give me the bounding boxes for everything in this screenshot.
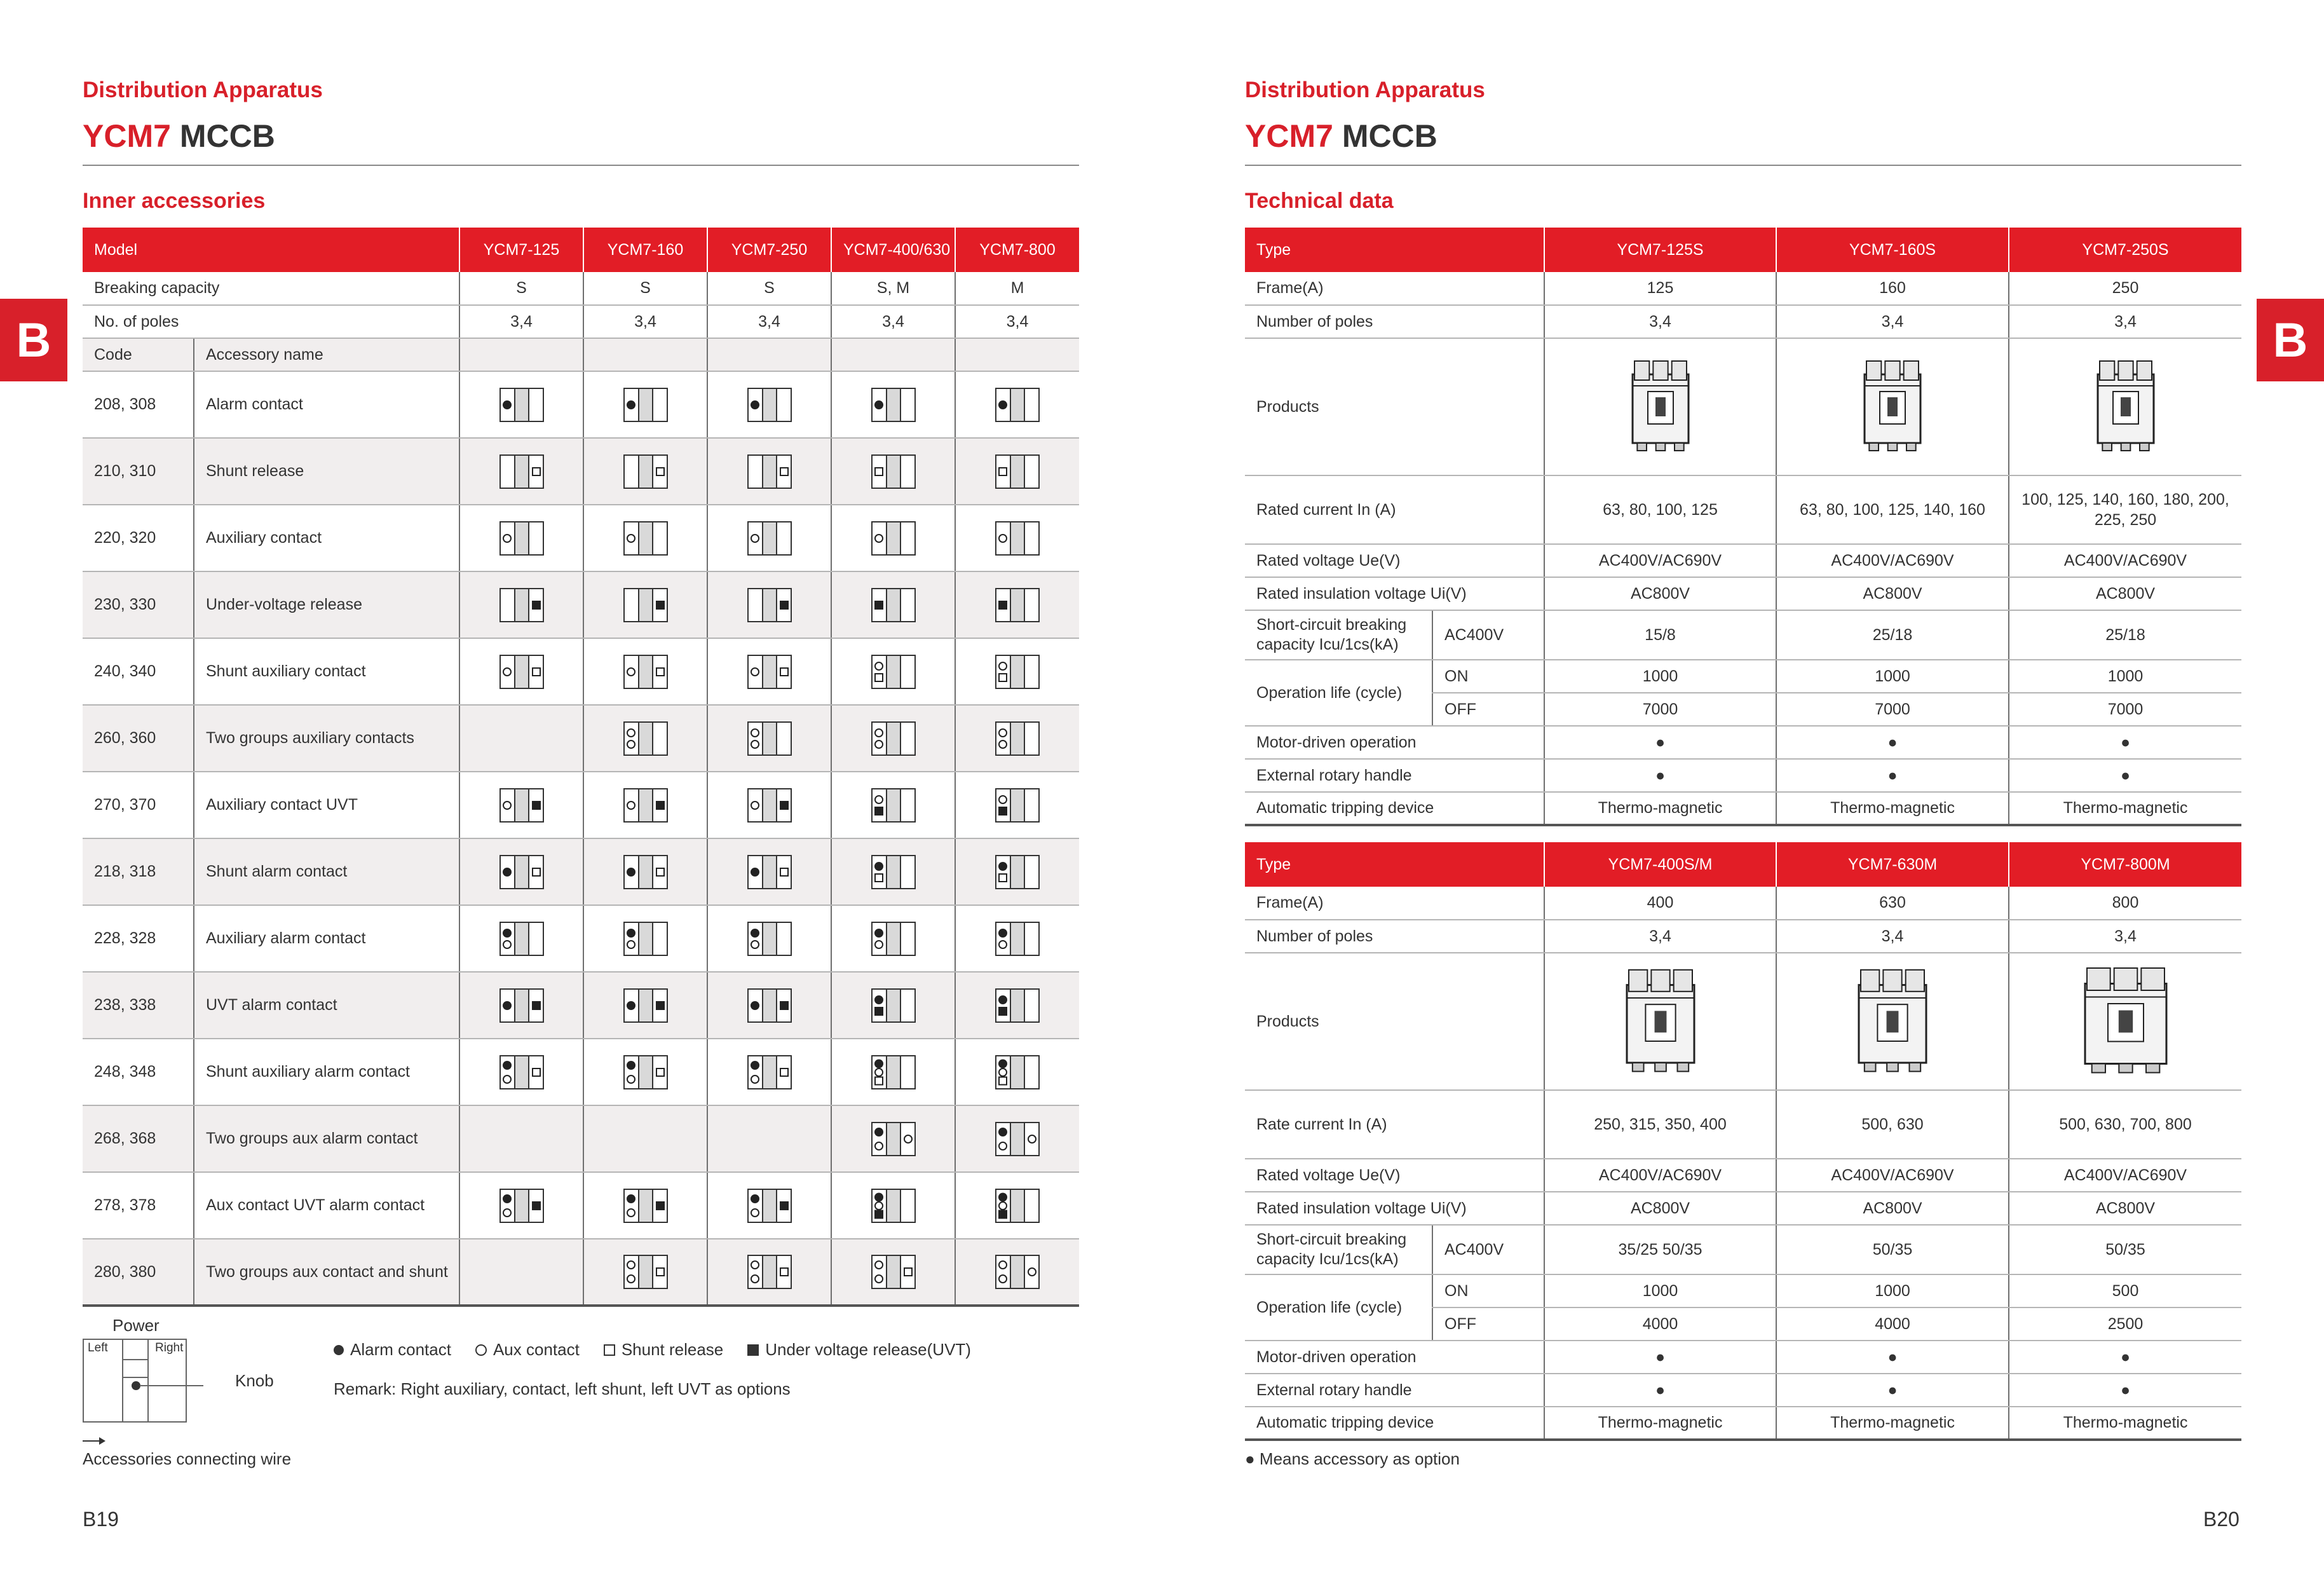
t1-motor-label: Motor-driven operation (1245, 726, 1544, 759)
accessory-symbol (707, 972, 831, 1039)
accessory-symbol (707, 905, 831, 972)
t1-on: 1000 (2009, 660, 2241, 693)
accessory-row (83, 705, 1079, 772)
legend-remark: Remark: Right auxiliary, contact, left shunt, left UVT as options (334, 1379, 791, 1398)
t1-poles: 3,4 (1544, 305, 1776, 338)
accessory-symbol (459, 638, 583, 705)
product-image-250s (2009, 338, 2241, 475)
t1-off: 7000 (2009, 693, 2241, 726)
acc-breaking-value: M (955, 272, 1079, 305)
accessory-symbol (707, 571, 831, 638)
t1-frame: 250 (2009, 272, 2241, 305)
acc-model-125: YCM7-125 (459, 228, 583, 272)
accessory-row (83, 505, 1079, 571)
t2-off-label: OFF (1432, 1307, 1544, 1341)
knob-icon (132, 1381, 140, 1390)
accessory-symbol (831, 838, 955, 905)
arrow-head-icon (99, 1437, 105, 1445)
acc-model-160: YCM7-160 (583, 228, 707, 272)
accessory-symbol (831, 505, 955, 571)
accessory-symbol (955, 905, 1079, 972)
accessory-code: 238, 338 (83, 972, 194, 1039)
accessory-row (83, 1105, 1079, 1172)
accessory-row (83, 972, 1079, 1039)
product-image-800m (2009, 953, 2241, 1090)
accessory-row (83, 772, 1079, 838)
t1-current: 100, 125, 140, 160, 180, 200, 225, 250 (2009, 475, 2241, 544)
t2-motor: ● (2009, 1341, 2241, 1374)
t1-insulation: AC800V (1544, 577, 1776, 610)
accessory-symbol (459, 571, 583, 638)
accessory-symbol (459, 1039, 583, 1105)
accessory-name: Under-voltage release (194, 571, 459, 638)
t2-on: 1000 (1544, 1274, 1776, 1307)
accessory-row (83, 1239, 1079, 1306)
accessory-symbol (583, 838, 707, 905)
t2-current: 500, 630, 700, 800 (2009, 1090, 2241, 1159)
t2-off: 2500 (2009, 1307, 2241, 1341)
right-title-model: YCM7 (1245, 118, 1333, 154)
t2-sc-label: Short-circuit breaking capacity Icu/1cs(kA) (1245, 1225, 1432, 1274)
accessory-symbol (583, 371, 707, 438)
accessory-symbol (831, 772, 955, 838)
accessory-symbol (955, 438, 1079, 505)
accessory-row (83, 371, 1079, 438)
accessory-symbol (831, 1039, 955, 1105)
t2-frame: 400 (1544, 887, 1776, 920)
t2-insulation: AC800V (1544, 1192, 1776, 1225)
t1-sc-sub: AC400V (1432, 610, 1544, 660)
acc-poles-label: No. of poles (83, 305, 459, 338)
accessory-code: 218, 318 (83, 838, 194, 905)
accessory-row (83, 638, 1079, 705)
accessory-name: Shunt release (194, 438, 459, 505)
accessory-symbol (583, 1105, 707, 1172)
accessory-symbol (583, 505, 707, 571)
t2-trip: Thermo-magnetic (2009, 1407, 2241, 1440)
t1-rotary: ● (1544, 759, 1776, 792)
accessory-symbol (955, 1239, 1079, 1306)
t2-sc-sub: AC400V (1432, 1225, 1544, 1274)
right-category: Distribution Apparatus (1245, 78, 1485, 102)
t1-sc: 25/18 (2009, 610, 2241, 660)
t1-voltage: AC400V/AC690V (2009, 544, 2241, 577)
t2-rotary: ● (1776, 1374, 2009, 1407)
accessory-symbol (459, 838, 583, 905)
accessory-name: Shunt auxiliary contact (194, 638, 459, 705)
acc-name-label: Accessory name (194, 338, 459, 371)
left-page-number: B19 (83, 1508, 119, 1531)
accessory-symbol (707, 1039, 831, 1105)
accessory-symbol (459, 371, 583, 438)
accessory-symbol (831, 371, 955, 438)
legend-aux: Aux contact (493, 1340, 580, 1359)
accessory-symbol (583, 905, 707, 972)
accessory-symbol (707, 638, 831, 705)
t2-frame: 800 (2009, 887, 2241, 920)
accessory-symbol (831, 705, 955, 772)
t2-insulation-label: Rated insulation voltage Ui(V) (1245, 1192, 1544, 1225)
left-title-model: YCM7 (83, 118, 171, 154)
accessory-symbol (583, 1239, 707, 1306)
t2-motor-label: Motor-driven operation (1245, 1341, 1544, 1374)
accessory-symbol (583, 438, 707, 505)
t2-type: YCM7-800M (2009, 842, 2241, 887)
t1-rotary: ● (1776, 759, 2009, 792)
accessory-code: 280, 380 (83, 1239, 194, 1306)
t2-insulation: AC800V (1776, 1192, 2009, 1225)
accessory-name: Auxiliary alarm contact (194, 905, 459, 972)
accessory-symbol (955, 638, 1079, 705)
t2-insulation: AC800V (2009, 1192, 2241, 1225)
t2-sc: 35/25 50/35 (1544, 1225, 1776, 1274)
acc-model-800: YCM7-800 (955, 228, 1079, 272)
t2-voltage: AC400V/AC690V (1544, 1159, 1776, 1192)
acc-header-row (83, 228, 1079, 272)
tech-table-1 (1245, 228, 2241, 826)
t1-frame: 160 (1776, 272, 2009, 305)
t1-type: YCM7-160S (1776, 228, 2009, 272)
right-section-tab[interactable]: B (2257, 299, 2324, 381)
acc-breaking-value: S (707, 272, 831, 305)
accessory-symbol (955, 371, 1079, 438)
t1-voltage: AC400V/AC690V (1544, 544, 1776, 577)
accessory-name: Two groups aux contact and shunt (194, 1239, 459, 1306)
accessory-symbol (831, 972, 955, 1039)
legend-wire-label: Accessories connecting wire (83, 1449, 292, 1468)
t1-off: 7000 (1776, 693, 2009, 726)
accessories-table (83, 228, 1079, 1307)
t1-on: 1000 (1544, 660, 1776, 693)
accessory-name: Shunt alarm contact (194, 838, 459, 905)
accessory-code: 270, 370 (83, 772, 194, 838)
accessory-symbol (583, 1039, 707, 1105)
accessory-symbol (831, 1239, 955, 1306)
accessory-row (83, 1039, 1079, 1105)
t2-life-label: Operation life (cycle) (1245, 1274, 1432, 1341)
product-image-630m (1776, 953, 2009, 1090)
legend-left-label: Left (88, 1341, 108, 1355)
accessory-symbol (707, 438, 831, 505)
t2-poles: 3,4 (1544, 920, 1776, 953)
t2-current: 250, 315, 350, 400 (1544, 1090, 1776, 1159)
t2-on: 500 (2009, 1274, 2241, 1307)
accessory-symbol (459, 505, 583, 571)
legend-alarm: Alarm contact (350, 1340, 451, 1359)
t1-off-label: OFF (1432, 693, 1544, 726)
t1-poles-label: Number of poles (1245, 305, 1544, 338)
t2-rotary-label: External rotary handle (1245, 1374, 1544, 1407)
right-page-number: B20 (2203, 1508, 2239, 1531)
left-title (83, 118, 275, 154)
t2-current: 500, 630 (1776, 1090, 2009, 1159)
legend-shunt: Shunt release (621, 1340, 724, 1359)
t2-type-label: Type (1245, 842, 1544, 887)
t2-frame: 630 (1776, 887, 2009, 920)
t1-trip: Thermo-magnetic (1544, 792, 1776, 825)
accessory-symbol (459, 972, 583, 1039)
t2-on: 1000 (1776, 1274, 2009, 1307)
accessory-symbol (955, 1039, 1079, 1105)
t1-motor: ● (1776, 726, 2009, 759)
right-section-title: Technical data (1245, 189, 1394, 213)
accessory-code: 240, 340 (83, 638, 194, 705)
accessory-symbol (955, 838, 1079, 905)
t1-life-label: Operation life (cycle) (1245, 660, 1432, 726)
acc-poles-value: 3,4 (583, 305, 707, 338)
t2-frame-label: Frame(A) (1245, 887, 1544, 920)
accessory-code: 260, 360 (83, 705, 194, 772)
uvt-icon (747, 1344, 759, 1356)
accessory-symbol (583, 571, 707, 638)
t1-sc-label: Short-circuit breaking capacity Icu/1cs(kA) (1245, 610, 1432, 660)
accessory-name: Alarm contact (194, 371, 459, 438)
left-header-rule (83, 165, 1079, 166)
legend-knob-label: Knob (235, 1371, 274, 1390)
t2-type: YCM7-630M (1776, 842, 2009, 887)
t1-poles: 3,4 (2009, 305, 2241, 338)
t1-sc: 15/8 (1544, 610, 1776, 660)
accessory-code: 220, 320 (83, 505, 194, 571)
accessory-symbol (583, 772, 707, 838)
t1-current-label: Rated current In (A) (1245, 475, 1544, 544)
t1-poles: 3,4 (1776, 305, 2009, 338)
product-image-125s (1544, 338, 1776, 475)
t1-motor: ● (1544, 726, 1776, 759)
t2-products-label: Products (1245, 953, 1544, 1090)
right-header-rule (1245, 165, 2241, 166)
accessory-symbol (583, 1172, 707, 1239)
t1-on-label: ON (1432, 660, 1544, 693)
acc-breaking-value: S (583, 272, 707, 305)
accessory-code: 210, 310 (83, 438, 194, 505)
t2-type: YCM7-400S/M (1544, 842, 1776, 887)
accessory-row (83, 838, 1079, 905)
left-section-tab[interactable]: B (0, 299, 67, 381)
left-title-type: MCCB (179, 118, 275, 154)
accessory-symbol (831, 1105, 955, 1172)
t2-on-label: ON (1432, 1274, 1544, 1307)
accessory-symbol (459, 1172, 583, 1239)
accessory-symbol (459, 905, 583, 972)
accessory-symbol (707, 371, 831, 438)
accessory-name: Aux contact UVT alarm contact (194, 1172, 459, 1239)
t2-motor: ● (1544, 1341, 1776, 1374)
left-section-title: Inner accessories (83, 189, 266, 213)
t1-motor: ● (2009, 726, 2241, 759)
t1-trip: Thermo-magnetic (2009, 792, 2241, 825)
t2-sc: 50/35 (2009, 1225, 2241, 1274)
t1-trip-label: Automatic tripping device (1245, 792, 1544, 825)
acc-poles-value: 3,4 (707, 305, 831, 338)
product-image-160s (1776, 338, 2009, 475)
accessory-symbol (707, 1239, 831, 1306)
t1-current: 63, 80, 100, 125 (1544, 475, 1776, 544)
acc-model-250: YCM7-250 (707, 228, 831, 272)
t2-poles: 3,4 (2009, 920, 2241, 953)
t1-type: YCM7-250S (2009, 228, 2241, 272)
acc-poles-value: 3,4 (955, 305, 1079, 338)
t1-current: 63, 80, 100, 125, 140, 160 (1776, 475, 2009, 544)
acc-breaking-label: Breaking capacity (83, 272, 459, 305)
product-image-400sm (1544, 953, 1776, 1090)
t2-off: 4000 (1544, 1307, 1776, 1341)
t2-rotary: ● (1544, 1374, 1776, 1407)
shunt-release-icon (604, 1344, 615, 1356)
accessory-row (83, 1172, 1079, 1239)
accessory-code: 248, 348 (83, 1039, 194, 1105)
accessory-symbol (831, 1172, 955, 1239)
t2-off: 4000 (1776, 1307, 2009, 1341)
t1-type-label: Type (1245, 228, 1544, 272)
tech-table-2 (1245, 842, 2241, 1441)
accessory-code: 278, 378 (83, 1172, 194, 1239)
left-category: Distribution Apparatus (83, 78, 323, 102)
t1-frame: 125 (1544, 272, 1776, 305)
accessory-symbol (707, 772, 831, 838)
accessory-name: Auxiliary contact UVT (194, 772, 459, 838)
t1-insulation: AC800V (1776, 577, 2009, 610)
accessory-symbol (955, 772, 1079, 838)
acc-model-400-630: YCM7-400/630 (831, 228, 955, 272)
t2-motor: ● (1776, 1341, 2009, 1374)
t1-frame-label: Frame(A) (1245, 272, 1544, 305)
acc-poles-value: 3,4 (459, 305, 583, 338)
accessory-symbol (707, 838, 831, 905)
right-footnote: ● Means accessory as option (1245, 1449, 1460, 1468)
accessory-symbol (459, 438, 583, 505)
accessory-name: Auxiliary contact (194, 505, 459, 571)
accessory-symbol (831, 571, 955, 638)
t2-sc: 50/35 (1776, 1225, 2009, 1274)
t2-voltage: AC400V/AC690V (2009, 1159, 2241, 1192)
right-title-type: MCCB (1342, 118, 1437, 154)
t1-voltage-label: Rated voltage Ue(V) (1245, 544, 1544, 577)
accessory-symbol (955, 571, 1079, 638)
t1-insulation: AC800V (2009, 577, 2241, 610)
t1-type: YCM7-125S (1544, 228, 1776, 272)
t1-products-label: Products (1245, 338, 1544, 475)
t1-on: 1000 (1776, 660, 2009, 693)
accessory-symbol (955, 1172, 1079, 1239)
acc-subheader-row (83, 338, 1079, 371)
accessory-code: 208, 308 (83, 371, 194, 438)
t2-poles: 3,4 (1776, 920, 2009, 953)
aux-contact-icon (475, 1344, 487, 1356)
t1-sc: 25/18 (1776, 610, 2009, 660)
acc-poles-value: 3,4 (831, 305, 955, 338)
t2-voltage: AC400V/AC690V (1776, 1159, 2009, 1192)
accessory-symbol (955, 972, 1079, 1039)
t1-voltage: AC400V/AC690V (1776, 544, 2009, 577)
accessory-symbol (459, 1105, 583, 1172)
accessory-symbol (583, 705, 707, 772)
accessory-row (83, 571, 1079, 638)
alarm-contact-icon (334, 1345, 344, 1355)
accessory-name: Two groups auxiliary contacts (194, 705, 459, 772)
t2-trip: Thermo-magnetic (1544, 1407, 1776, 1440)
t2-poles-label: Number of poles (1245, 920, 1544, 953)
accessory-row (83, 905, 1079, 972)
t2-current-label: Rate current In (A) (1245, 1090, 1544, 1159)
accessory-symbol (831, 905, 955, 972)
accessory-symbol (459, 1239, 583, 1306)
accessory-symbol (707, 1172, 831, 1239)
t2-rotary: ● (2009, 1374, 2241, 1407)
accessory-row (83, 438, 1079, 505)
legend-uvt: Under voltage release(UVT) (765, 1340, 971, 1359)
legend-diagram (83, 1339, 187, 1423)
acc-breaking-value: S (459, 272, 583, 305)
accessory-symbol (707, 1105, 831, 1172)
t1-rotary-label: External rotary handle (1245, 759, 1544, 792)
acc-model-label: Model (83, 228, 459, 272)
t1-insulation-label: Rated insulation voltage Ui(V) (1245, 577, 1544, 610)
accessory-name: UVT alarm contact (194, 972, 459, 1039)
right-title (1245, 118, 1437, 154)
acc-poles-row (83, 305, 1079, 338)
accessory-symbol (707, 705, 831, 772)
accessory-symbol (831, 638, 955, 705)
acc-breaking-row (83, 272, 1079, 305)
accessory-symbol (583, 638, 707, 705)
accessory-name: Two groups aux alarm contact (194, 1105, 459, 1172)
t1-trip: Thermo-magnetic (1776, 792, 2009, 825)
accessory-symbol (955, 1105, 1079, 1172)
legend-power-label: Power (112, 1316, 160, 1335)
t2-trip-label: Automatic tripping device (1245, 1407, 1544, 1440)
t2-trip: Thermo-magnetic (1776, 1407, 2009, 1440)
accessory-code: 268, 368 (83, 1105, 194, 1172)
accessory-name: Shunt auxiliary alarm contact (194, 1039, 459, 1105)
t1-rotary: ● (2009, 759, 2241, 792)
accessory-symbol (831, 438, 955, 505)
t1-off: 7000 (1544, 693, 1776, 726)
accessory-symbol (955, 705, 1079, 772)
acc-breaking-value: S, M (831, 272, 955, 305)
accessory-symbol (707, 505, 831, 571)
acc-code-label: Code (83, 338, 194, 371)
accessory-symbol (583, 972, 707, 1039)
legend-right-label: Right (155, 1341, 184, 1355)
t2-voltage-label: Rated voltage Ue(V) (1245, 1159, 1544, 1192)
legend-symbols (334, 1340, 971, 1360)
accessory-code: 230, 330 (83, 571, 194, 638)
accessory-symbol (459, 705, 583, 772)
accessory-code: 228, 328 (83, 905, 194, 972)
accessory-symbol (459, 772, 583, 838)
accessory-symbol (955, 505, 1079, 571)
